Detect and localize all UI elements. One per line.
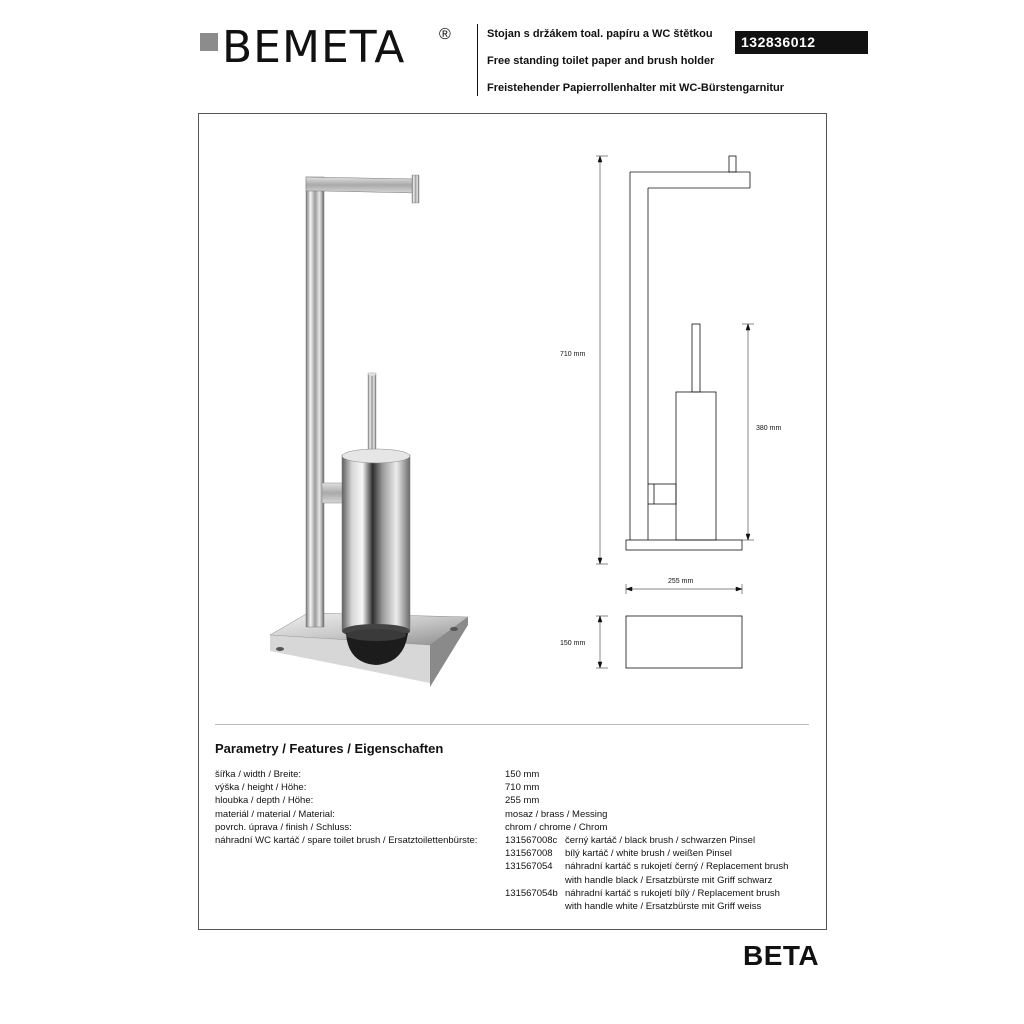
feature-value: 131567008 bbox=[505, 848, 553, 860]
logo-mark bbox=[200, 33, 218, 51]
feature-row bbox=[215, 768, 815, 781]
feature-value: 131567008c bbox=[505, 834, 558, 846]
feature-row bbox=[215, 834, 815, 847]
dimension-height: 710 mm bbox=[560, 351, 586, 358]
feature-label: hloubka / depth / Höhe: bbox=[215, 795, 314, 807]
title-english: Free standing toilet paper and brush holder bbox=[487, 55, 715, 67]
feature-label: náhradní WC kartáč / spare toilet brush / Ersatztoilettenbürste: bbox=[215, 834, 478, 846]
feature-value: 150 mm bbox=[505, 769, 540, 780]
series-name: BETA bbox=[743, 940, 820, 971]
feature-value: mosaz / brass / Messing bbox=[505, 808, 608, 820]
feature-description: bílý kartáč / white brush / weißen Pinsel bbox=[565, 848, 732, 860]
product-code: 132836012 bbox=[735, 31, 868, 54]
feature-label: výška / height / Höhe: bbox=[215, 782, 307, 794]
brand-logo: BEMETA bbox=[222, 22, 406, 73]
feature-value: 255 mm bbox=[505, 795, 540, 807]
feature-row bbox=[215, 847, 815, 860]
features-heading: Parametry / Features / Eigenschaften bbox=[215, 741, 444, 756]
feature-description: černý kartáč / black brush / schwarzen Pinsel bbox=[565, 834, 756, 846]
feature-row bbox=[215, 781, 815, 794]
feature-description: náhradní kartáč s rukojetí černý / Replacement brush bbox=[565, 861, 789, 873]
feature-label: šířka / width / Breite: bbox=[215, 769, 302, 780]
feature-value: 710 mm bbox=[505, 782, 540, 794]
feature-row bbox=[215, 860, 815, 873]
feature-row bbox=[215, 794, 815, 807]
dimension-depth: 255 mm bbox=[668, 578, 694, 585]
title-czech: Stojan s držákem toal. papíru a WC štětkou bbox=[487, 28, 713, 40]
registered-mark: ® bbox=[439, 26, 451, 43]
feature-row bbox=[215, 887, 815, 900]
feature-description: with handle black / Ersatzbürste mit Griff schwarz bbox=[565, 874, 773, 886]
dimension-width: 150 mm bbox=[560, 640, 586, 647]
feature-label: materiál / material / Material: bbox=[215, 808, 335, 820]
feature-description: with handle white / Ersatzbürste mit Griff weiss bbox=[565, 900, 762, 912]
section-divider bbox=[215, 724, 809, 725]
feature-value: chrom / chrome / Chrom bbox=[505, 821, 608, 833]
feature-label: povrch. úprava / finish / Schluss: bbox=[215, 821, 352, 833]
feature-row bbox=[215, 808, 815, 821]
dimension-brush-height: 380 mm bbox=[756, 425, 782, 432]
title-german: Freistehender Papierrollenhalter mit WC-Bürstengarnitur bbox=[487, 82, 785, 94]
header-divider bbox=[477, 24, 478, 96]
feature-row bbox=[215, 900, 815, 913]
product-photo bbox=[258, 155, 478, 695]
features-table bbox=[215, 768, 815, 913]
feature-value: 131567054b bbox=[505, 887, 558, 899]
feature-description: náhradní kartáč s rukojetí bílý / Replacement brush bbox=[565, 887, 780, 899]
technical-drawing bbox=[550, 140, 810, 680]
feature-row bbox=[215, 821, 815, 834]
feature-row bbox=[215, 874, 815, 887]
feature-value: 131567054 bbox=[505, 861, 553, 873]
